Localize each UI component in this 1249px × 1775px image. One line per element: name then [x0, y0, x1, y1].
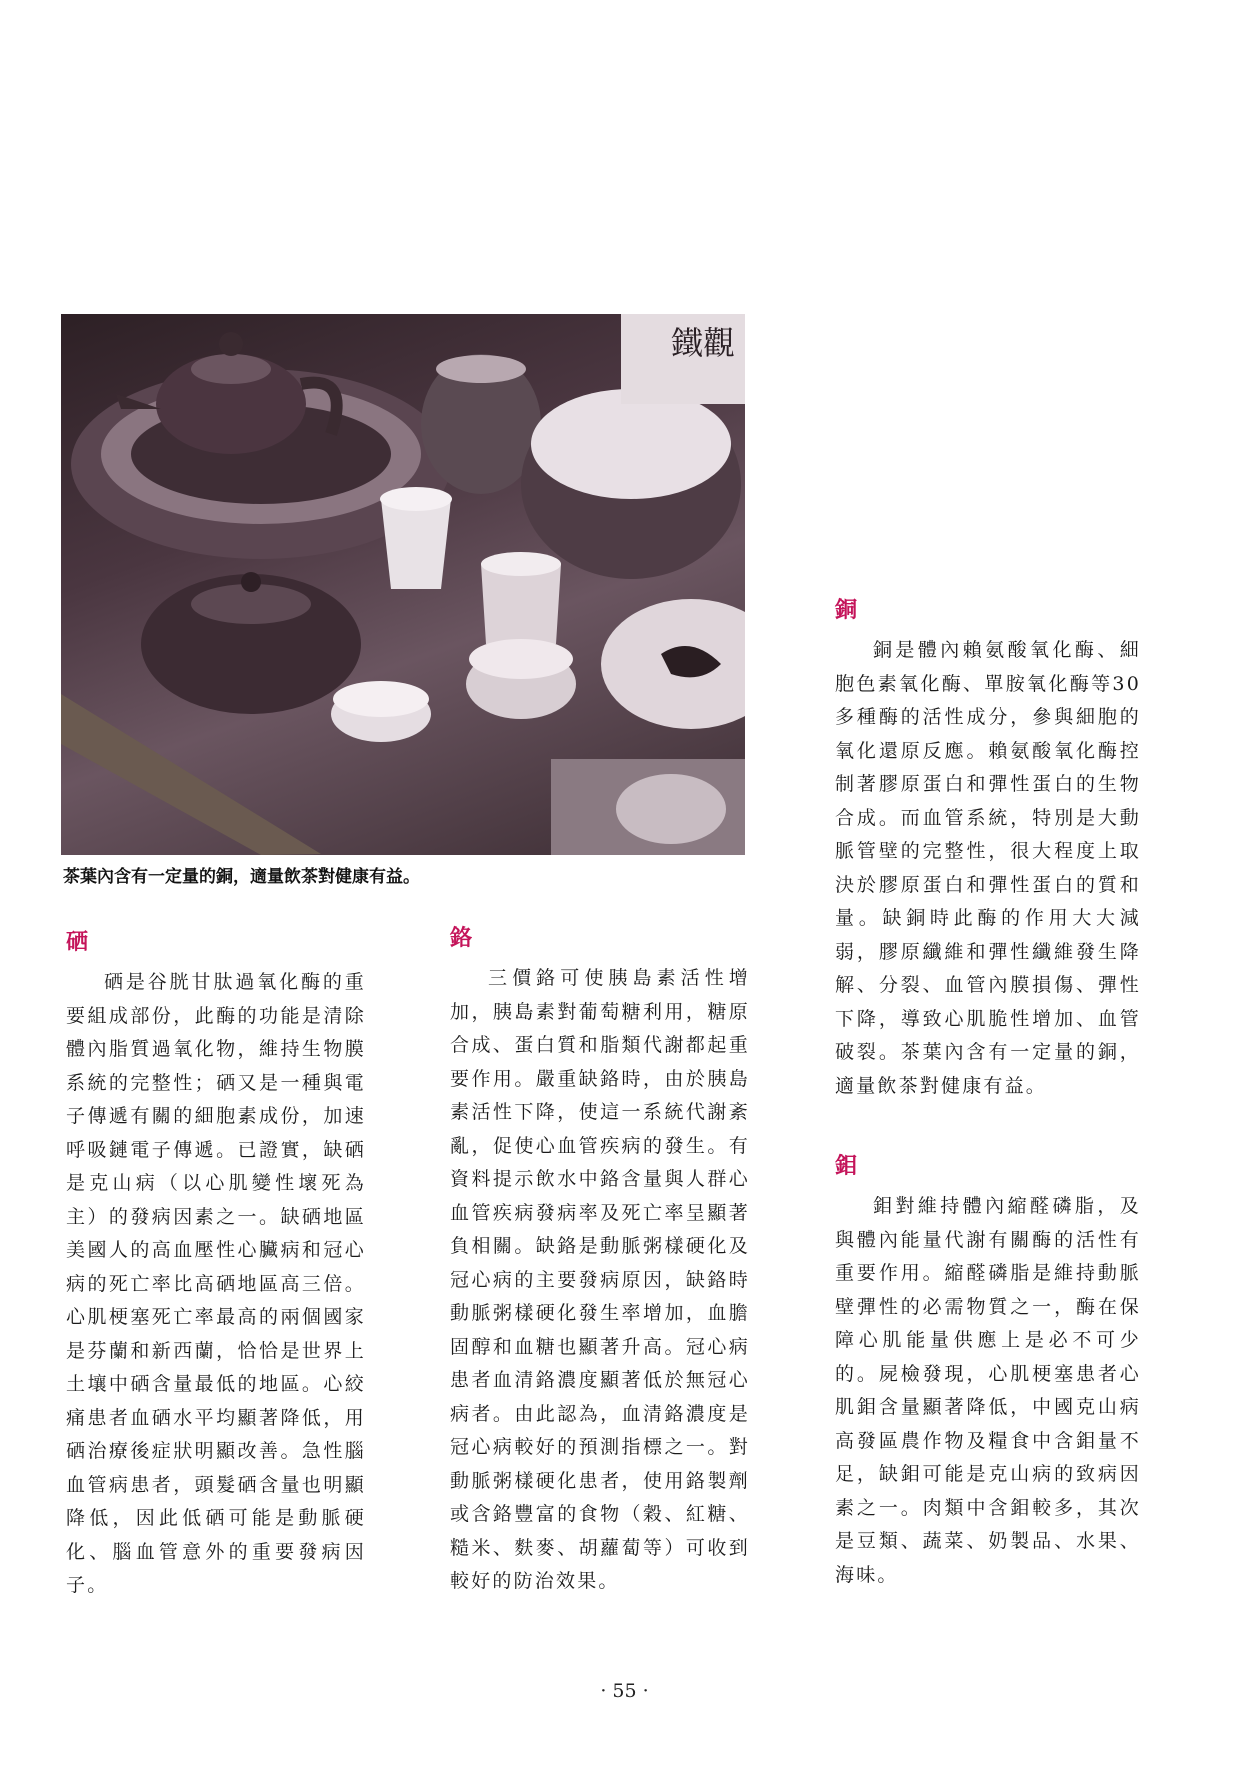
tea-set-photo-icon: [61, 314, 745, 855]
section-heading: 鉻: [450, 926, 473, 951]
section-heading: 鉬: [835, 1154, 858, 1179]
photo-caption: 茶葉內含有一定量的銅，適量飲茶對健康有益。: [63, 867, 420, 887]
section-body: 銅是體內賴氨酸氧化酶、細胞色素氧化酶、單胺氧化酶等30多種酶的活性成分，參與細胞的氧化還原反應。賴氨酸氧化酶控制著膠原蛋白和彈性蛋白的生物合成。而血管系統，特別是大動脈管壁的完整性，很大程度上取決於膠原蛋白和彈性蛋白的質和量。缺銅時此酶的作用大大減弱，膠原纖維和彈性纖維發生降解、分裂、血管內膜損傷、彈性下降，導致心肌脆性增加、血管破裂。茶葉內含有一定量的銅，適量飲茶對健康有益。: [835, 639, 1141, 1097]
section-body: 鉬對維持體內縮醛磷脂，及與體內能量代謝有關酶的活性有重要作用。縮醛磷脂是維持動脈壁彈性的必需物質之一，酶在保障心肌能量供應上是必不可少的。屍檢發現，心肌梗塞患者心肌鉬含量顯著降低，中國克山病高發區農作物及糧食中含鉬量不足，缺鉬可能是克山病的致病因素之一。肉類中含鉬較多，其次是豆類、蔬菜、奶製品、水果、海味。: [835, 1195, 1141, 1586]
section-heading: 硒: [66, 930, 89, 955]
section-chromium: [450, 924, 750, 1599]
section-heading: 銅: [835, 598, 858, 623]
section-copper: [835, 596, 1141, 1103]
section-molybdenum: [835, 1152, 1141, 1592]
tin-label: 鐵觀: [671, 324, 736, 362]
page-number: · 55 ·: [600, 1680, 649, 1702]
section-body: 硒是谷胱甘肽過氧化酶的重要組成部份，此酶的功能是清除體內脂質過氧化物，維持生物膜系統的完整性；硒又是一種與電子傳遞有關的細胞素成份，加速呼吸鏈電子傳遞。已證實，缺硒是克山病（以心肌變性壞死為主）的發病因素之一。缺硒地區美國人的高血壓性心臟病和冠心病的死亡率比高硒地區高三倍。心肌梗塞死亡率最高的兩個國家是芬蘭和新西蘭，恰恰是世界上土壤中硒含量最低的地區。心絞痛患者血硒水平均顯著降低，用硒治療後症狀明顯改善。急性腦血管病患者，頭髮硒含量也明顯降低，因此低硒可能是動脈硬化、腦血管意外的重要發病因子。: [66, 971, 366, 1596]
section-selenium: [66, 928, 366, 1603]
tea-set-photo: [61, 314, 745, 855]
section-body: 三價鉻可使胰島素活性增加，胰島素對葡萄糖利用，糖原合成、蛋白質和脂類代謝都起重要作用。嚴重缺鉻時，由於胰島素活性下降，使這一系統代謝紊亂，促使心血管疾病的發生。有資料提示飲水中鉻含量與人群心血管疾病發病率及死亡率呈顯著負相關。缺鉻是動脈粥樣硬化及冠心病的主要發病原因，缺鉻時動脈粥樣硬化發生率增加，血膽固醇和血糖也顯著升高。冠心病患者血清鉻濃度顯著低於無冠心病者。由此認為，血清鉻濃度是冠心病較好的預測指標之一。對動脈粥樣硬化患者，使用鉻製劑或含鉻豐富的食物（穀、紅糖、糙米、麩麥、胡蘿蔔等）可收到較好的防治效果。: [450, 967, 750, 1592]
